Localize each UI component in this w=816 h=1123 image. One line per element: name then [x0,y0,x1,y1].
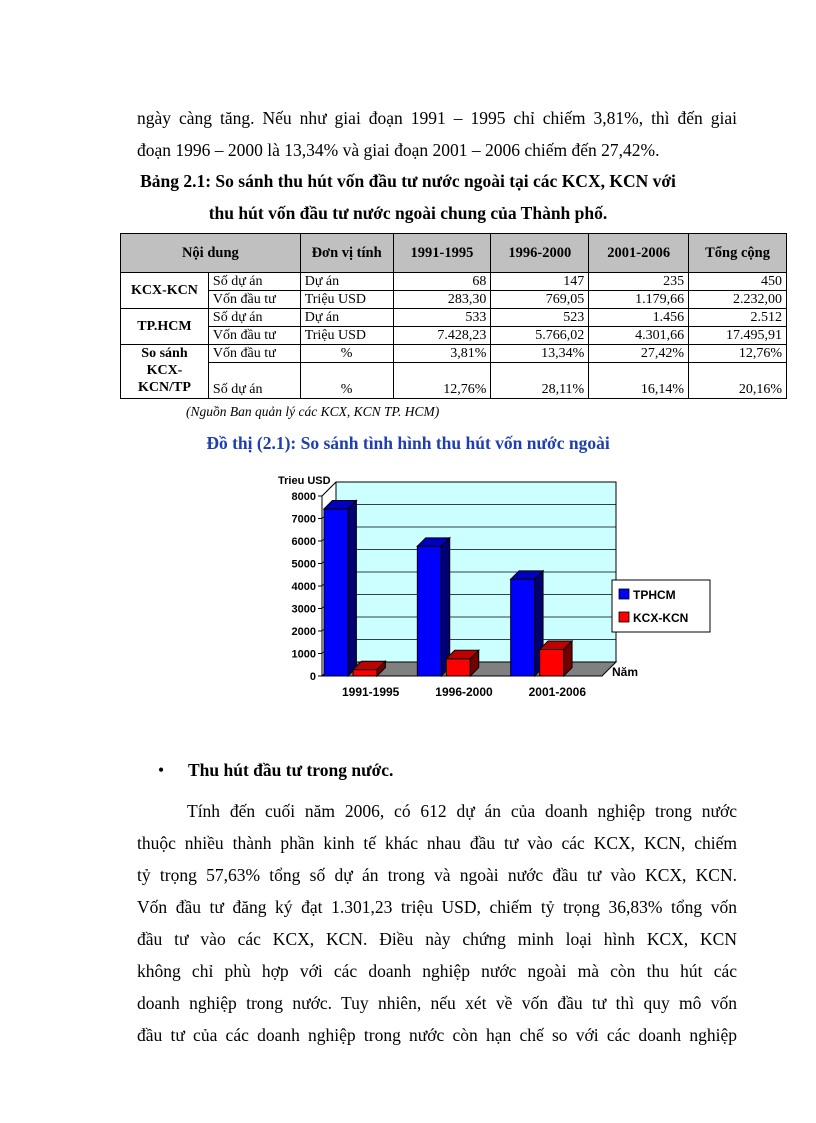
row-unit: Dự án [300,309,393,327]
bar-tphcm-1991-1995 [324,500,356,676]
y-tick-label: 3000 [291,603,316,616]
y-tick-label: 4000 [291,581,316,593]
legend-label-kcx-kcn: KCX-KCN [633,611,689,625]
table-cell: 2.232,00 [689,291,787,309]
bar-chart [256,470,726,710]
table-cell: 147 [491,273,589,291]
table-row [121,327,787,345]
table-cell: 235 [589,273,689,291]
y-axis-label: Trieu USD [278,475,331,487]
bar-tphcm-1996-2000 [417,538,449,676]
body-line: không chỉ phù hợp với các doanh nghiệp nước ngoài mà còn thu hút các [137,961,737,981]
row-label: Số dự án [208,309,300,327]
x-tick-label: 1996-2000 [435,685,493,699]
table-cell: 17.495,91 [689,327,787,345]
table-title-line-2: thu hút vốn đầu tư nước ngoài chung của Thành phố. [208,203,608,223]
row-unit: Dự án [300,273,393,291]
y-tick-label: 0 [309,671,316,683]
group-kcx-kcn: KCX-KCN [121,273,209,309]
body-line: thuộc nhiều thành phần kinh tế khác nhau đầu tư vào các KCX, KCN, chiếm [137,833,737,853]
table-row [121,273,787,291]
row-unit: Triệu USD [300,291,393,309]
table-row [121,309,787,327]
y-tick-label: 1000 [291,648,316,661]
body-line: doanh nghiệp trong nước. Tuy nhiên, nếu xét về vốn đầu tư thì quy mô vốn [137,993,737,1013]
table-title-line-1: Bảng 2.1: So sánh thu hút vốn đầu tư nước ngoài tại các KCX, KCN với [140,171,676,191]
table-cell: 20,16% [689,363,787,399]
table-cell: 12,76% [393,363,491,399]
intro-line-1: ngày càng tăng. Nếu như giai đoạn 1991 – 1995 chỉ chiếm 3,81%, thì đến giai [137,108,737,128]
table-cell: 283,30 [393,291,491,309]
x-tick-label: 1991-1995 [341,685,400,699]
body-line: Tính đến cuối năm 2006, có 612 dự án của doanh nghiệp trong nước [187,801,737,821]
table-cell: 13,34% [491,345,589,363]
row-unit: % [300,363,393,399]
group-tphcm: TP.HCM [121,309,209,345]
table-cell: 16,14% [589,363,689,399]
header-period-1: 1991-1995 [393,234,491,273]
table-cell: 523 [491,309,589,327]
y-tick-label: 7000 [291,513,316,526]
y-tick-label: 8000 [291,491,316,503]
table-cell: 450 [689,273,787,291]
body-line: tỷ trọng 57,63% tổng số dự án trong và ngoài nước đầu tư vào KCX, KCN. [137,865,737,885]
bullet-icon: • [158,760,165,780]
legend-swatch-tphcm [619,589,629,599]
header-content: Nội dung [121,234,301,273]
intro-line-2: đoạn 1996 – 2000 là 13,34% và giai đoạn 2001 – 2006 chiếm đến 27,42%. [137,140,660,160]
table-row [121,291,787,309]
y-tick-label: 2000 [291,626,316,638]
row-unit: % [300,345,393,363]
x-tick-label: 2001-2006 [528,685,587,699]
row-label: Vốn đầu tư [208,345,300,363]
header-period-3: 2001-2006 [589,234,689,273]
group-comparison: So sánh KCX-KCN/TP [121,345,209,399]
row-label: Số dự án [208,363,300,399]
header-total: Tổng cộng [689,234,787,273]
y-tick-label: 5000 [291,558,316,571]
body-line: đầu tư vào các KCX, KCN. Điều này chứng minh loại hình KCX, KCN [137,929,737,949]
row-label: Vốn đầu tư [208,327,300,345]
table-cell: 1.456 [589,309,689,327]
row-label: Vốn đầu tư [208,291,300,309]
legend-label-tphcm: TPHCM [633,588,676,602]
table-cell: 3,81% [393,345,491,363]
table-cell: 28,11% [491,363,589,399]
table-row [121,363,787,399]
table-cell: 5.766,02 [491,327,589,345]
bar-kcx-kcn-1996-2000 [446,650,478,676]
body-line: đầu tư của các doanh nghiệp trong nước còn hạn chế so với các doanh nghiệp [137,1025,737,1045]
header-period-2: 1996-2000 [491,234,589,273]
table-cell: 533 [393,309,491,327]
legend-swatch-kcx-kcn [619,612,629,622]
row-unit: Triệu USD [300,327,393,345]
y-tick-label: 6000 [291,536,316,548]
table-cell: 2.512 [689,309,787,327]
comparison-table [120,233,787,399]
header-unit: Đơn vị tính [300,234,393,273]
body-line: Vốn đầu tư đăng ký đạt 1.301,23 triệu USD, chiếm tỷ trọng 36,83% tổng vốn [137,897,737,917]
bar-kcx-kcn-2001-2006 [540,641,572,676]
table-cell: 27,42% [589,345,689,363]
row-label: Số dự án [208,273,300,291]
bar-tphcm-2001-2006 [511,571,543,676]
table-cell: 4.301,66 [589,327,689,345]
table-cell: 1.179,66 [589,291,689,309]
table-cell: 769,05 [491,291,589,309]
x-axis-label: Năm [612,665,639,679]
table-cell: 68 [393,273,491,291]
table-header-row [121,234,787,273]
table-cell: 12,76% [689,345,787,363]
section-heading: Thu hút đầu tư trong nước. [188,760,394,780]
table-source-note: (Nguồn Ban quản lý các KCX, KCN TP. HCM) [186,404,440,419]
chart-title: Đồ thị (2.1): So sánh tình hình thu hút vốn nước ngoài [206,433,610,453]
table-row [121,345,787,363]
table-cell: 7.428,23 [393,327,491,345]
